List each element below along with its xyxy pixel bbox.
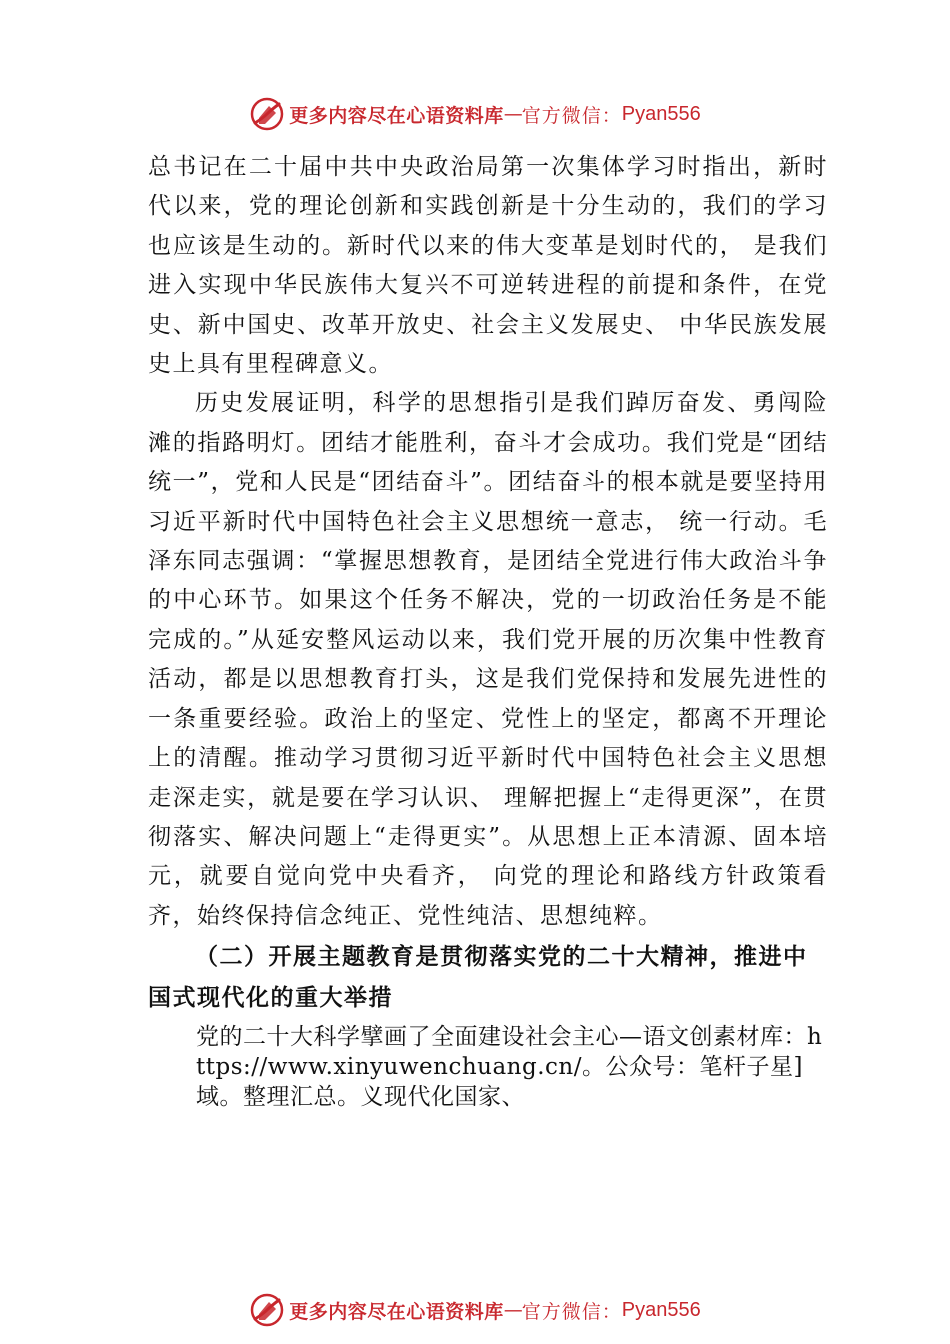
banner-contact-label: 官方微信： (521, 104, 622, 127)
banner-dash: — (503, 1299, 522, 1321)
paragraph-1: 总书记在二十届中共中央政治局第一次集体学习时指出，新时代以来，党的理论创新和实践创新是十分生动的，我们的学习也应该是生动的。新时代以来的伟大变革是划时代的， 是我们进入实现中华民族伟大复兴不可逆转进程的前提和条件，在党史、新中国史、改革开放史、社会主义发展史、 中华民族发展史上具有里程碑意义。 (148, 154, 828, 378)
footer-banner (0, 1290, 950, 1330)
banner-dash: — (503, 103, 522, 125)
document-body (148, 148, 828, 1112)
banner-brand: 更多内容尽在心语资料库 (289, 1300, 504, 1323)
watermark-paragraph: 党的二十大科学擘画了全面建设社会主心—语文创素材库：https://www.xinyuwenchuang.cn/。公众号：笔杆子星]域。整理汇总。义现代化国家、 (196, 1024, 823, 1111)
paragraph-2: 历史发展证明，科学的思想指引是我们踔厉奋发、勇闯险滩的指路明灯。团结才能胜利，奋斗才会成功。我们党是“团结统一”，党和人民是“团结奋斗”。团结奋斗的根本就是要坚持用习近平新时代中国特色社会主义思想统一意志， 统一行动。毛泽东同志强调：“掌握思想教育，是团结全党进行伟大政治斗争的中心环节。如果这个任务不解决，党的一切政治任务是不能完成的。”从延安整风运动以来，我们党开展的历次集中性教育活动，都是以思想教育打头，这是我们党保持和发展先进性的一条重要经验。政治上的坚定、党性上的坚定，都离不开理论上的清醒。推动学习贯彻习近平新时代中国特色社会主义思想走深走实，就是要在学习认识、 理解把握上“走得更深”，在贯彻落实、解决问题上“走得更实”。从思想上正本清源、固本培元，就要自觉向党中央看齐， 向党的理论和路线方针政策看齐，始终保持信念纯正、党性纯洁、思想纯粹。 (148, 390, 828, 929)
banner-wechat-id: Pyan556 (621, 1298, 701, 1321)
banner-wechat-id: Pyan556 (621, 102, 701, 125)
section-heading: （二）开展主题教育是贯彻落实党的二十大精神，推进中国式现代化的重大举措 (148, 943, 808, 1012)
banner-contact-label: 官方微信： (521, 1300, 622, 1323)
banner-brand: 更多内容尽在心语资料库 (289, 104, 504, 127)
pen-logo-icon (249, 1292, 285, 1328)
pen-logo-icon (249, 96, 285, 132)
header-banner (0, 94, 950, 134)
